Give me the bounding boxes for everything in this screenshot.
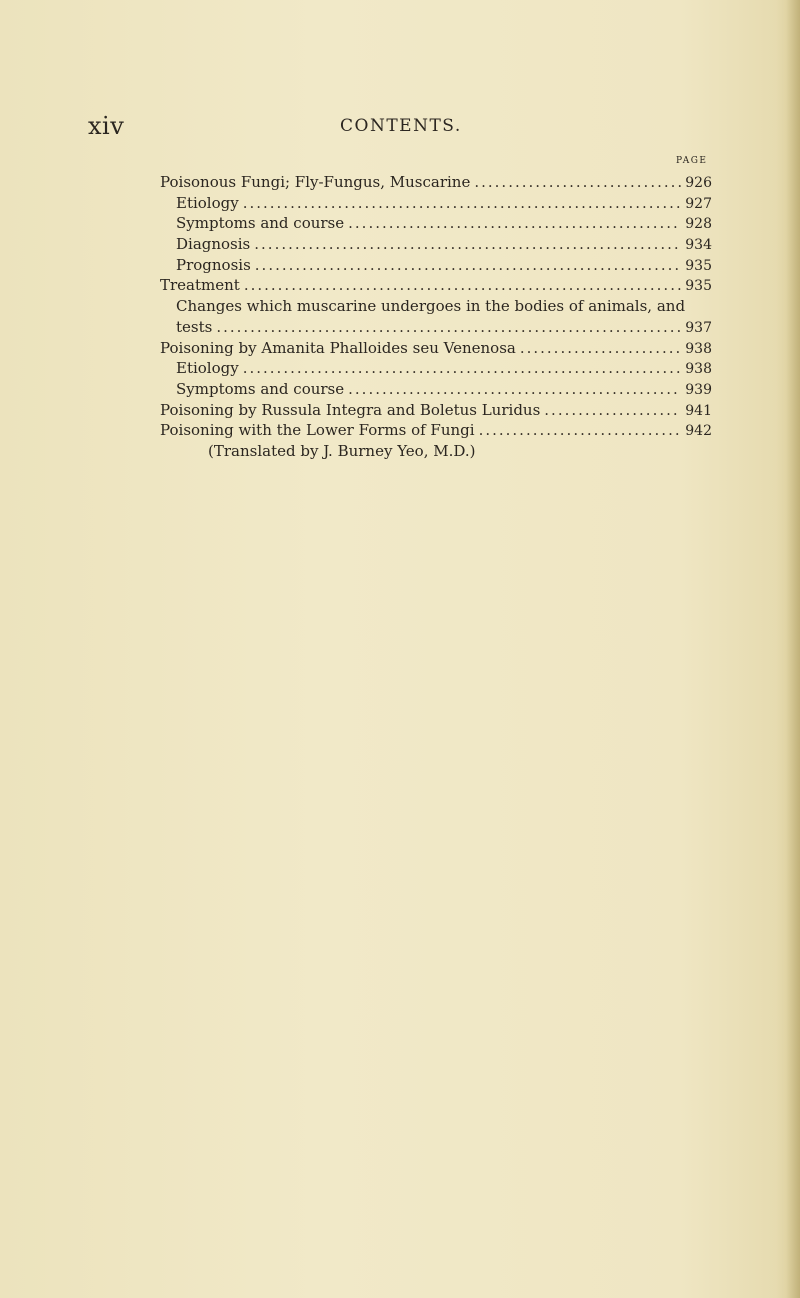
toc-entry-page: 926 [685,175,712,191]
toc-entry-title: Poisoning by Russula Integra and Boletus Luridus [160,400,541,419]
toc-entry-page: 938 [685,361,712,378]
toc-entry-title: Diagnosis [176,235,251,254]
toc-entry-page: 935 [685,278,712,295]
dot-leader [243,193,682,214]
toc-entry-page: 941 [685,402,712,419]
toc-entry-title: tests [176,317,213,336]
toc-entry-page: 935 [685,257,712,274]
running-head [88,112,648,142]
toc-entry-page: 927 [685,195,712,212]
table-of-contents [160,172,712,462]
dot-leader [216,317,681,338]
toc-entry-page: 937 [685,319,712,336]
toc-entry-page: 942 [685,423,712,440]
page-edge-shadow [786,0,800,1298]
translator-credit: (Translated by J. Burney Yeo, M.D.) [208,441,476,460]
running-title: CONTENTS. [340,116,462,136]
toc-entry-title: Etiology [176,193,239,212]
toc-entry-title: Symptoms and course [176,214,345,233]
toc-entry-title: Poisoning by Amanita Phalloides seu Venenosa [160,338,516,357]
toc-entry-page: 938 [685,340,712,357]
toc-entry-title: Treatment [160,276,240,295]
toc-entry-continuation [160,317,712,338]
page-folio: xiv [88,112,125,140]
toc-entry [160,172,712,193]
toc-entry [160,296,712,317]
page-column-label: PAGE [676,156,708,166]
toc-entry [160,358,712,379]
dot-leader [474,172,681,193]
dot-leader [544,400,681,421]
toc-entry [160,338,712,359]
toc-entry-title: Poisoning with the Lower Forms of Fungi [160,421,475,440]
dot-leader [520,338,681,359]
toc-entry-page: 934 [685,237,712,254]
toc-entry-title: Poisonous Fungi; Fly-Fungus, Muscarine [160,173,471,191]
toc-entry [160,379,712,400]
dot-leader [244,275,681,296]
dot-leader [255,255,681,276]
toc-entry-title: Symptoms and course [176,379,345,398]
dot-leader [348,379,681,400]
toc-entry [160,234,712,255]
toc-entry [160,400,712,421]
dot-leader [243,358,682,379]
toc-entry [160,213,712,234]
toc-entry-title: Prognosis [176,255,251,274]
toc-entry [160,420,712,441]
dot-leader [348,213,681,234]
toc-entry [160,193,712,214]
toc-entry [160,275,712,296]
dot-leader [479,420,682,441]
dot-leader [254,234,681,255]
toc-entry-title: Etiology [176,359,239,378]
toc-entry-page: 939 [685,381,712,398]
toc-entry [160,255,712,276]
toc-entry-title: Changes which muscarine undergoes in the bodies of animals, and [176,297,686,316]
toc-entry-page: 928 [685,216,712,233]
